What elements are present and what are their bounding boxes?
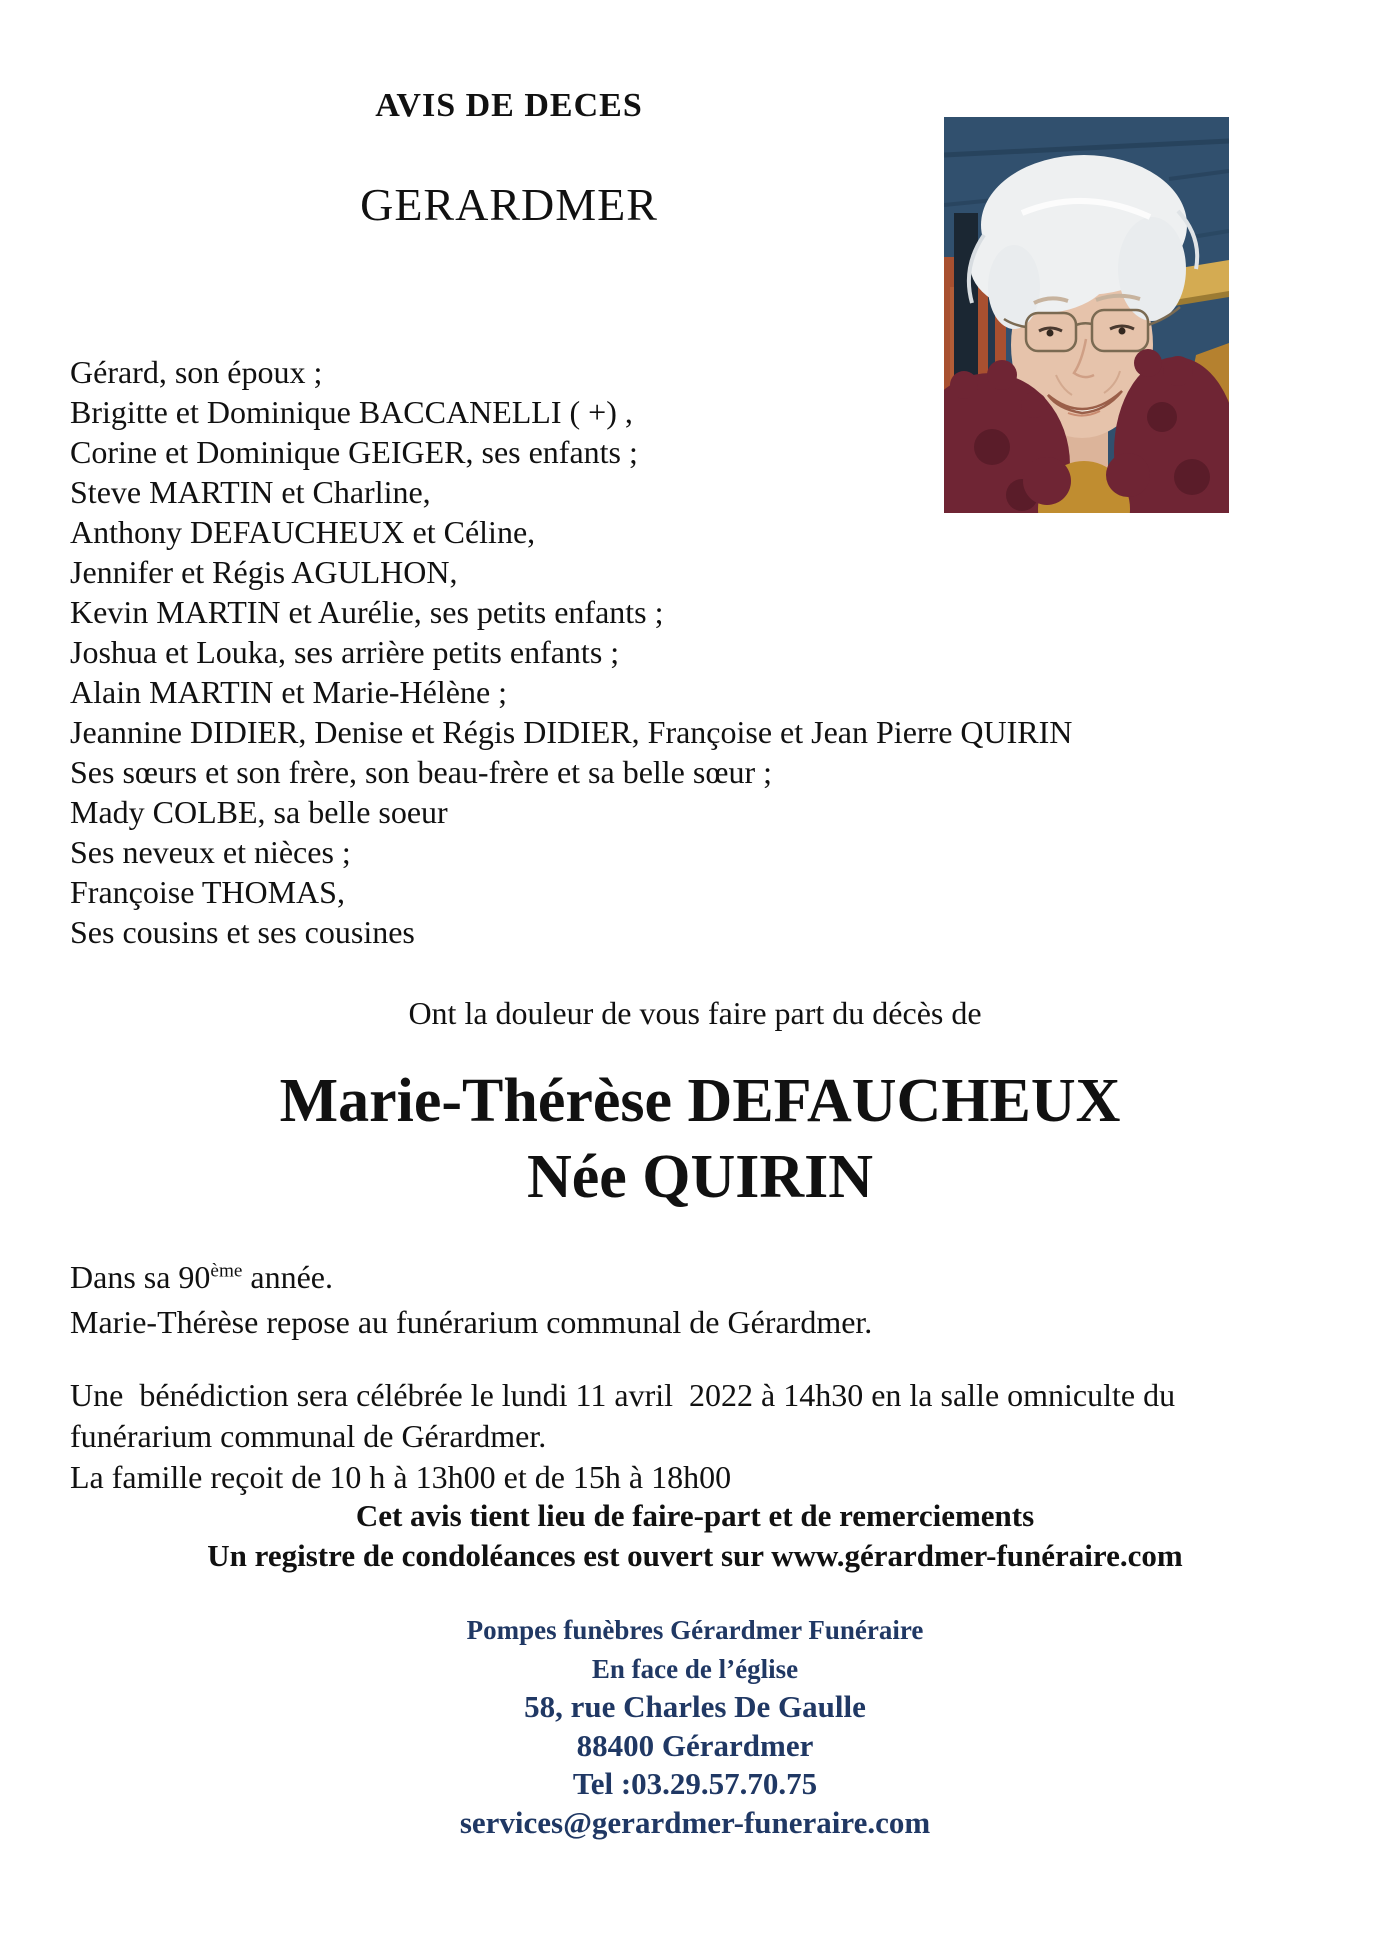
funeral-home-location: En face de l’église — [591, 1653, 799, 1684]
notice-condoleances: Un registre de condoléances est ouvert sur www.gérardmer-funéraire.com — [207, 1538, 1183, 1573]
family-line: Kevin MARTIN et Aurélie, ses petits enfants ; — [70, 594, 664, 630]
family-line: Jeannine DIDIER, Denise et Régis DIDIER, Françoise et Jean Pierre QUIRIN — [70, 714, 1073, 750]
family-line: Ses neveux et nièces ; — [70, 834, 351, 870]
deceased-maiden-name: Née QUIRIN — [526, 1143, 874, 1211]
ceremony-line: funérarium communal de Gérardmer. — [70, 1418, 547, 1454]
details-block — [70, 1255, 1310, 1345]
family-line: Brigitte et Dominique BACCANELLI ( +) , — [70, 394, 633, 430]
funeral-home-block — [0, 1611, 1378, 1842]
family-line: Jennifer et Régis AGULHON, — [70, 554, 458, 590]
family-line: Steve MARTIN et Charline, — [70, 474, 431, 510]
family-line: Alain MARTIN et Marie-Hélène ; — [70, 674, 508, 710]
ceremony-line: La famille reçoit de 10 h à 13h00 et de 15h à 18h00 — [70, 1459, 732, 1495]
family-line: Ses cousins et ses cousines — [70, 914, 415, 950]
funeral-home-phone: Tel :03.29.57.70.75 — [572, 1766, 818, 1801]
family-line: Ses sœurs et son frère, son beau-frère et sa belle sœur ; — [70, 754, 772, 790]
funeral-home-address-city: 88400 Gérardmer — [576, 1727, 814, 1763]
family-line: Françoise THOMAS, — [70, 874, 345, 910]
page-title: AVIS DE DECES — [375, 87, 643, 124]
repose-line: Marie-Thérèse repose au funérarium communal de Gérardmer. — [70, 1304, 873, 1340]
announcement-intro: Ont la douleur de vous faire part du décès de — [408, 995, 982, 1031]
family-line: Joshua et Louka, ses arrière petits enfants ; — [70, 634, 620, 670]
funeral-home-email: services@gerardmer-funeraire.com — [459, 1804, 931, 1840]
ceremony-paragraph — [70, 1375, 1330, 1498]
age-line: Dans sa 90ème année. — [70, 1259, 333, 1295]
family-line: Corine et Dominique GEIGER, ses enfants ; — [70, 434, 638, 470]
deceased-name-block — [0, 1063, 1378, 1215]
notice-block — [0, 1496, 1378, 1576]
notice-faire-part: Cet avis tient lieu de faire-part et de remerciements — [355, 1498, 1035, 1533]
funeral-home-name: Pompes funèbres Gérardmer Funéraire — [466, 1615, 924, 1645]
family-line: Anthony DEFAUCHEUX et Céline, — [70, 514, 536, 550]
age-superscript: ème — [210, 1260, 243, 1282]
ceremony-line: Une bénédiction sera célébrée le lundi 11 avril 2022 à 14h30 en la salle omniculte du — [70, 1377, 1176, 1413]
family-line: Mady COLBE, sa belle soeur — [70, 794, 448, 830]
city-title: GERARDMER — [360, 179, 658, 230]
family-line: Gérard, son époux ; — [70, 354, 323, 390]
family-list — [70, 352, 1230, 952]
deceased-name: Marie-Thérèse DEFAUCHEUX — [279, 1067, 1121, 1135]
funeral-home-address-street: 58, rue Charles De Gaulle — [524, 1689, 866, 1724]
